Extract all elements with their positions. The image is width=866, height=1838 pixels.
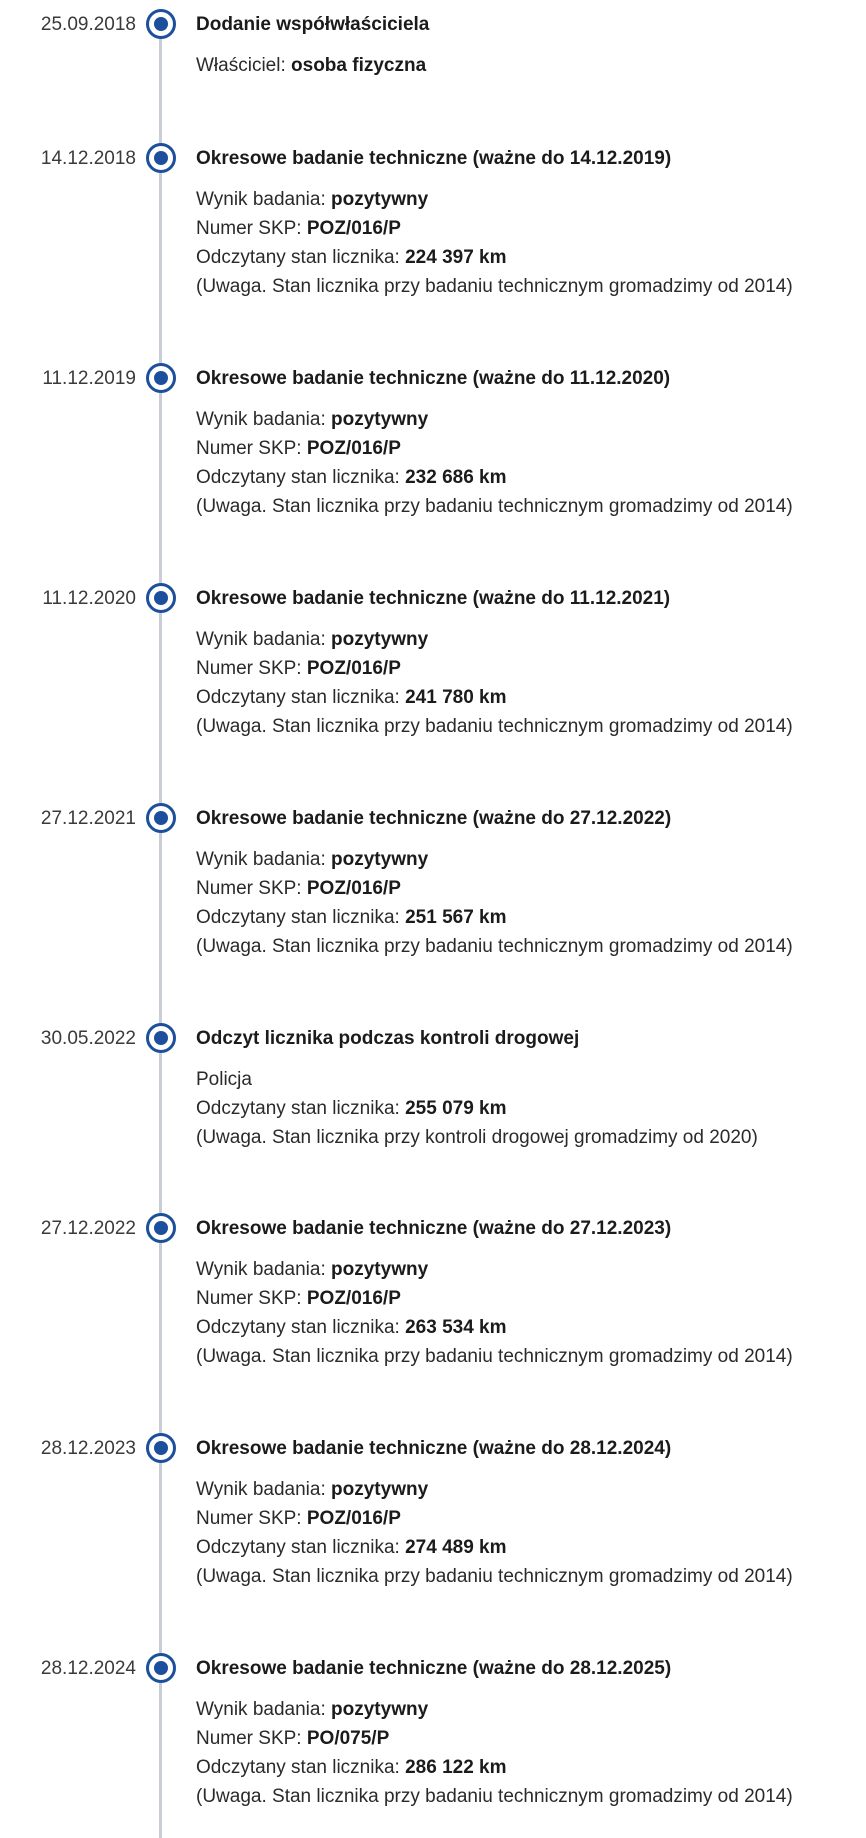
event-details bbox=[196, 145, 856, 301]
event-title: Odczyt licznika podczas kontroli drogowej bbox=[196, 1028, 580, 1049]
timeline-dot-icon bbox=[146, 583, 176, 613]
info-value: pozytywny bbox=[331, 1479, 429, 1500]
event-info-line bbox=[196, 1782, 856, 1811]
event-date: 25.09.2018 bbox=[40, 14, 136, 35]
info-value: 286 122 km bbox=[405, 1757, 507, 1778]
event-info-line bbox=[196, 185, 856, 214]
event-info-line bbox=[196, 932, 856, 961]
event-details bbox=[196, 1025, 856, 1152]
event-info-line bbox=[196, 1475, 856, 1504]
event-date: 11.12.2020 bbox=[42, 588, 136, 609]
info-label: Odczytany stan licznika: bbox=[196, 247, 406, 268]
event-title: Okresowe badanie techniczne (ważne do 11.12.2020) bbox=[196, 368, 671, 389]
info-value: 274 489 km bbox=[405, 1537, 507, 1558]
event-info-line bbox=[196, 1065, 856, 1094]
info-value: 255 079 km bbox=[405, 1098, 507, 1119]
info-value: 251 567 km bbox=[405, 907, 507, 928]
event-info-line bbox=[196, 434, 856, 463]
event-date: 27.12.2022 bbox=[40, 1218, 136, 1239]
event-info-line bbox=[196, 243, 856, 272]
event-info-line bbox=[196, 683, 856, 712]
event-title: Okresowe badanie techniczne (ważne do 27.12.2022) bbox=[196, 808, 672, 829]
info-value: PO/075/P bbox=[306, 1728, 390, 1749]
event-details bbox=[196, 805, 856, 961]
event-details bbox=[196, 1435, 856, 1591]
info-label: (Uwaga. Stan licznika przy badaniu technicznym gromadzimy od 2014) bbox=[196, 936, 793, 957]
info-label: Numer SKP: bbox=[196, 218, 307, 239]
info-label: Numer SKP: bbox=[196, 1728, 307, 1749]
info-label: (Uwaga. Stan licznika przy badaniu technicznym gromadzimy od 2014) bbox=[196, 276, 793, 297]
timeline-line bbox=[159, 26, 162, 1838]
event-info-lines bbox=[196, 845, 856, 961]
event-date: 28.12.2024 bbox=[40, 1658, 136, 1679]
info-label: (Uwaga. Stan licznika przy kontroli drogowej gromadzimy od 2020) bbox=[196, 1127, 758, 1148]
event-title: Okresowe badanie techniczne (ważne do 27.12.2023) bbox=[196, 1218, 672, 1239]
event-info-line bbox=[196, 1724, 856, 1753]
event-title: Dodanie współwłaściciela bbox=[196, 14, 430, 35]
info-label: Wynik badania: bbox=[196, 1259, 332, 1280]
event-info-line bbox=[196, 874, 856, 903]
info-label: (Uwaga. Stan licznika przy badaniu technicznym gromadzimy od 2014) bbox=[196, 1346, 793, 1367]
info-label: (Uwaga. Stan licznika przy badaniu technicznym gromadzimy od 2014) bbox=[196, 716, 793, 737]
info-value: 241 780 km bbox=[405, 687, 507, 708]
info-label: Numer SKP: bbox=[196, 658, 307, 679]
event-info-line bbox=[196, 1342, 856, 1371]
event-title: Okresowe badanie techniczne (ważne do 11.12.2021) bbox=[196, 588, 671, 609]
info-value: pozytywny bbox=[331, 629, 429, 650]
event-date: 11.12.2019 bbox=[42, 368, 136, 389]
event-info-line bbox=[196, 712, 856, 741]
timeline-dot-icon bbox=[146, 803, 176, 833]
event-info-lines bbox=[196, 1255, 856, 1371]
event-info-line bbox=[196, 625, 856, 654]
event-details bbox=[196, 365, 856, 521]
event-info-lines bbox=[196, 1065, 856, 1152]
event-details bbox=[196, 585, 856, 741]
info-label: Wynik badania: bbox=[196, 1699, 332, 1720]
event-title: Okresowe badanie techniczne (ważne do 14.12.2019) bbox=[196, 148, 672, 169]
info-label: Wynik badania: bbox=[196, 629, 332, 650]
event-info-line bbox=[196, 214, 856, 243]
event-info-line bbox=[196, 51, 856, 80]
event-info-line bbox=[196, 405, 856, 434]
event-date: 30.05.2022 bbox=[40, 1028, 136, 1049]
timeline-dot-icon bbox=[146, 1213, 176, 1243]
event-info-line bbox=[196, 1284, 856, 1313]
info-label: Wynik badania: bbox=[196, 1479, 332, 1500]
event-title: Okresowe badanie techniczne (ważne do 28.12.2024) bbox=[196, 1438, 672, 1459]
info-label: Odczytany stan licznika: bbox=[196, 467, 406, 488]
event-info-lines bbox=[196, 405, 856, 521]
info-value: osoba fizyczna bbox=[291, 55, 427, 76]
info-label: Odczytany stan licznika: bbox=[196, 1317, 406, 1338]
info-value: pozytywny bbox=[331, 1699, 429, 1720]
info-label: Wynik badania: bbox=[196, 849, 332, 870]
event-info-line bbox=[196, 1695, 856, 1724]
event-date: 14.12.2018 bbox=[40, 148, 136, 169]
event-info-line bbox=[196, 1504, 856, 1533]
event-info-line bbox=[196, 1094, 856, 1123]
info-value: 232 686 km bbox=[405, 467, 507, 488]
info-label: (Uwaga. Stan licznika przy badaniu technicznym gromadzimy od 2014) bbox=[196, 1786, 793, 1807]
info-value: 224 397 km bbox=[405, 247, 507, 268]
event-info-lines bbox=[196, 51, 856, 80]
info-label: Policja bbox=[196, 1069, 252, 1090]
event-date: 28.12.2023 bbox=[40, 1438, 136, 1459]
event-info-line bbox=[196, 845, 856, 874]
info-label: Odczytany stan licznika: bbox=[196, 907, 406, 928]
info-value: 263 534 km bbox=[405, 1317, 507, 1338]
info-value: pozytywny bbox=[331, 189, 429, 210]
info-value: POZ/016/P bbox=[306, 218, 401, 239]
info-label: Numer SKP: bbox=[196, 878, 307, 899]
event-info-line bbox=[196, 463, 856, 492]
info-label: Odczytany stan licznika: bbox=[196, 1757, 406, 1778]
event-info-lines bbox=[196, 1695, 856, 1811]
event-info-line bbox=[196, 1255, 856, 1284]
info-label: Numer SKP: bbox=[196, 438, 307, 459]
info-label: Wynik badania: bbox=[196, 189, 332, 210]
event-info-lines bbox=[196, 185, 856, 301]
info-value: pozytywny bbox=[331, 849, 429, 870]
timeline-dot-icon bbox=[146, 363, 176, 393]
event-info-line bbox=[196, 903, 856, 932]
event-details bbox=[196, 11, 856, 80]
info-label: Numer SKP: bbox=[196, 1288, 307, 1309]
info-value: POZ/016/P bbox=[306, 658, 401, 679]
timeline-dot-icon bbox=[146, 9, 176, 39]
event-details bbox=[196, 1215, 856, 1371]
event-info-line bbox=[196, 492, 856, 521]
timeline-dot-icon bbox=[146, 1433, 176, 1463]
event-info-lines bbox=[196, 1475, 856, 1591]
event-info-lines bbox=[196, 625, 856, 741]
event-info-line bbox=[196, 1533, 856, 1562]
info-label: Odczytany stan licznika: bbox=[196, 687, 406, 708]
timeline-dot-icon bbox=[146, 1023, 176, 1053]
info-value: pozytywny bbox=[331, 409, 429, 430]
info-label: (Uwaga. Stan licznika przy badaniu technicznym gromadzimy od 2014) bbox=[196, 496, 793, 517]
event-details bbox=[196, 1655, 856, 1811]
info-value: pozytywny bbox=[331, 1259, 429, 1280]
event-info-line bbox=[196, 1753, 856, 1782]
info-label: (Uwaga. Stan licznika przy badaniu technicznym gromadzimy od 2014) bbox=[196, 1566, 793, 1587]
event-info-line bbox=[196, 654, 856, 683]
event-info-line bbox=[196, 1313, 856, 1342]
info-value: POZ/016/P bbox=[306, 438, 401, 459]
timeline-dot-icon bbox=[146, 143, 176, 173]
timeline-dot-icon bbox=[146, 1653, 176, 1683]
info-value: POZ/016/P bbox=[306, 1288, 401, 1309]
info-label: Właściciel: bbox=[196, 55, 292, 76]
info-label: Wynik badania: bbox=[196, 409, 332, 430]
event-title: Okresowe badanie techniczne (ważne do 28.12.2025) bbox=[196, 1658, 672, 1679]
event-info-line bbox=[196, 1562, 856, 1591]
info-value: POZ/016/P bbox=[306, 1508, 401, 1529]
event-info-line bbox=[196, 1123, 856, 1152]
event-info-line bbox=[196, 272, 856, 301]
info-value: POZ/016/P bbox=[306, 878, 401, 899]
info-label: Numer SKP: bbox=[196, 1508, 307, 1529]
info-label: Odczytany stan licznika: bbox=[196, 1098, 406, 1119]
info-label: Odczytany stan licznika: bbox=[196, 1537, 406, 1558]
event-date: 27.12.2021 bbox=[40, 808, 136, 829]
